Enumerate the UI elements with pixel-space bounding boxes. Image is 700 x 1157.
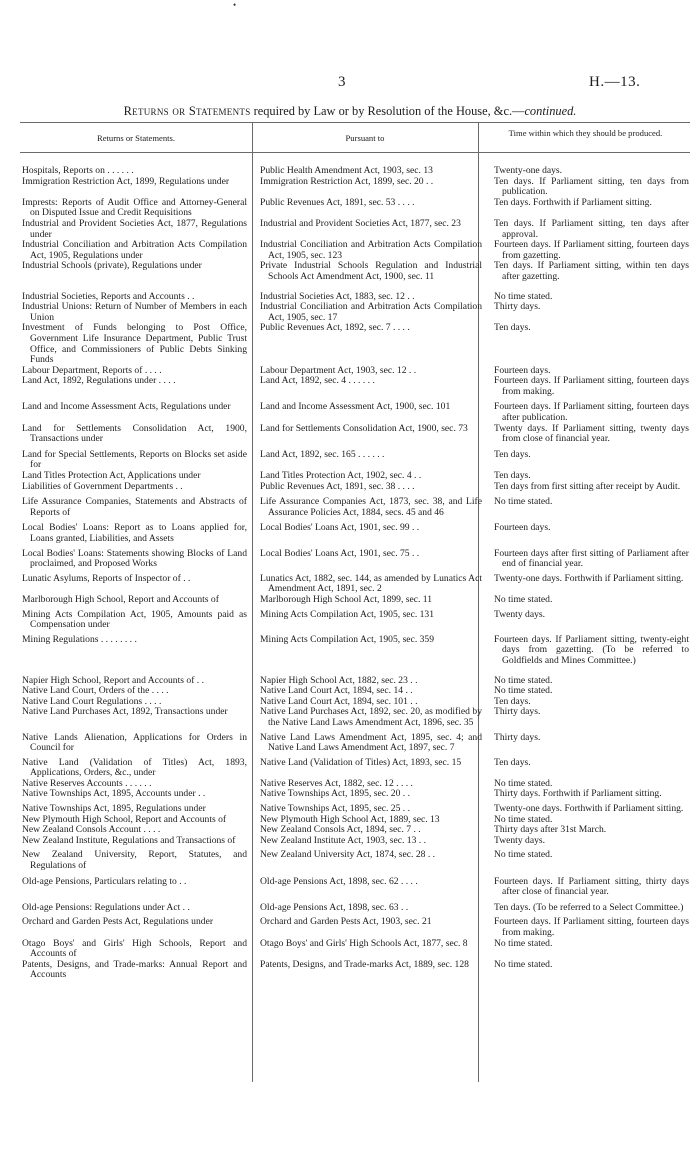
table-row: [20, 939, 690, 960]
return-cell-text: Industrial and Provident Societies Act, 1877, Regulations under: [22, 217, 247, 240]
return-cell-text: Industrial Conciliation and Arbitration Acts Compilation Act, 1905, Regulations under: [22, 239, 247, 261]
time-cell-text: Thirty days.: [494, 301, 541, 313]
page-heading: [20, 104, 680, 119]
print-speck: •: [233, 0, 237, 10]
pursuant-cell-text: New Zealand University Act, 1874, sec. 28 . .: [260, 849, 436, 861]
time-cell: [486, 572, 690, 595]
time-cell-text: Twenty days.: [494, 834, 546, 846]
table-row: [20, 198, 690, 219]
return-cell-text: Labour Department, Reports of . . . .: [22, 364, 162, 376]
table-row: [20, 900, 690, 915]
pursuant-cell-text: Public Revenues Act, 1891, sec. 38 . . . .: [260, 480, 415, 492]
return-cell-text: New Plymouth High School, Report and Accounts of: [22, 813, 227, 825]
table-row: [20, 608, 690, 633]
pursuant-cell-text: Industrial and Provident Societies Act, 1877, sec. 23: [260, 217, 461, 229]
time-cell-text: Twenty days. If Parliament sitting, twenty days from close of financial year.: [494, 422, 689, 445]
pursuant-cell: [252, 376, 486, 400]
return-cell-text: Life Assurance Companies, Statements and Abstracts of Reports of: [22, 496, 247, 518]
pursuant-cell-text: Land Titles Protection Act, 1902, sec. 4 . .: [260, 470, 422, 482]
return-cell: [20, 756, 252, 779]
table-row: [20, 495, 690, 521]
return-cell-text: New Zealand University, Report, Statutes, and Regulations of: [22, 849, 247, 872]
return-cell-text: New Zealand Consols Account . . . .: [22, 824, 161, 836]
pursuant-cell: [252, 939, 486, 960]
time-cell: [486, 595, 690, 608]
pursuant-cell-text: Labour Department Act, 1903, sec. 12 . .: [260, 364, 417, 376]
pursuant-cell: [252, 900, 486, 915]
pursuant-cell: [252, 836, 486, 849]
pursuant-cell: [252, 287, 486, 302]
time-cell: [486, 900, 690, 915]
return-cell: [20, 707, 252, 730]
pursuant-cell-text: Native Land Court Act, 1894, sec. 101 . .: [260, 695, 418, 707]
time-cell-text: No time stated.: [494, 849, 553, 861]
time-cell: [486, 608, 690, 633]
return-cell: [20, 572, 252, 595]
pursuant-cell: [252, 608, 486, 633]
table-row: [20, 789, 690, 802]
return-cell: [20, 376, 252, 400]
pursuant-cell: [252, 219, 486, 240]
pursuant-cell-text: Native Land Purchases Act, 1892, sec. 20, as modified by the Native Land Laws Amendment Act, 1896, sec. 35: [260, 706, 482, 728]
time-cell-text: Ten days.: [494, 756, 531, 768]
return-cell-text: Land for Settlements Consolidation Act, 1900, Transactions under: [22, 422, 247, 445]
table-row: [20, 261, 690, 287]
page-number: 3: [338, 74, 346, 90]
time-cell: [486, 960, 690, 981]
time-cell-text: Ten days.: [494, 695, 531, 707]
table-row: [20, 447, 690, 471]
return-cell-text: Immigration Restriction Act, 1899, Regulations under: [22, 175, 230, 187]
return-cell: [20, 900, 252, 915]
pursuant-cell: [252, 756, 486, 779]
pursuant-cell-text: Native Land Court Act, 1894, sec. 14 . .: [260, 685, 413, 697]
pursuant-cell-text: Native Land (Validation of Titles) Act, 1893, sec. 15: [260, 756, 462, 768]
table-row: [20, 731, 690, 756]
time-cell-text: No time stated.: [494, 685, 553, 697]
time-cell: [486, 302, 690, 323]
pursuant-cell-text: Old-age Pensions Act, 1898, sec. 62 . . . .: [260, 875, 418, 887]
time-cell-text: Ten days. If Parliament sitting, within ten days after gazetting.: [494, 260, 689, 282]
time-cell-text: Fourteen days.: [494, 364, 551, 376]
time-cell: [486, 376, 690, 400]
return-cell-text: Native Reserves Accounts . . . . . .: [22, 777, 152, 789]
time-cell: [486, 240, 690, 261]
header-top-rule: [20, 122, 690, 123]
table-row: [20, 547, 690, 572]
return-cell-text: New Zealand Institute, Regulations and Transactions of: [22, 834, 236, 846]
pursuant-cell-text: Industrial Societies Act, 1883, sec. 12 . .: [260, 290, 415, 302]
time-cell: [486, 731, 690, 756]
time-cell-text: Ten days. If Parliament sitting, ten days after approval.: [494, 217, 689, 240]
table-row: [20, 424, 690, 448]
pursuant-cell-text: Public Revenues Act, 1891, sec. 53 . . . .: [260, 196, 415, 208]
pursuant-cell: [252, 572, 486, 595]
pursuant-cell-text: Patents, Designs, and Trade-marks Act, 1889, sec. 128: [260, 958, 469, 970]
pursuant-cell: [252, 495, 486, 521]
time-cell: [486, 789, 690, 802]
table-row: [20, 756, 690, 779]
table-row: [20, 240, 690, 261]
return-cell: [20, 608, 252, 633]
time-cell-text: Ten days.: [494, 322, 531, 334]
time-cell-text: Ten days from first sitting after receipt by Audit.: [494, 480, 681, 492]
time-cell: [486, 424, 690, 448]
return-cell: [20, 219, 252, 240]
pursuant-cell-text: Land for Settlements Consolidation Act, 1900, sec. 73: [260, 422, 468, 434]
return-cell-text: Native Land Purchases Act, 1892, Transactions under: [22, 706, 228, 718]
pursuant-cell-text: Public Revenues Act, 1892, sec. 7 . . . .: [260, 322, 410, 334]
pursuant-cell: [252, 323, 486, 365]
time-cell-text: Fourteen days. If Parliament sitting, fourteen days after publication.: [494, 401, 689, 424]
time-cell-text: Ten days. If Parliament sitting, ten days from publication.: [494, 175, 689, 198]
return-cell-text: Patents, Designs, and Trade-marks: Annual Report and Accounts: [22, 958, 247, 981]
pursuant-cell: [252, 731, 486, 756]
return-cell-text: Napier High School, Report and Accounts of . .: [22, 674, 204, 686]
pursuant-cell: [252, 802, 486, 815]
time-cell-text: Ten days. (To be referred to a Select Committee.): [494, 901, 684, 913]
return-cell: [20, 633, 252, 671]
time-cell-text: Fourteen days. If Parliament sitting, fourteen days from gazetting.: [494, 239, 689, 261]
time-cell-text: Fourteen days.: [494, 522, 551, 534]
time-cell: [486, 198, 690, 219]
table-row: [20, 633, 690, 671]
pursuant-cell: [252, 400, 486, 424]
table-row: [20, 848, 690, 874]
return-cell: [20, 848, 252, 874]
return-cell-text: Marlborough High School, Report and Accounts of: [22, 593, 219, 605]
pursuant-cell: [252, 874, 486, 900]
return-cell: [20, 671, 252, 686]
return-cell: [20, 424, 252, 448]
time-cell-text: Twenty-one days. Forthwith if Parliament sitting.: [494, 572, 684, 584]
time-cell-text: Thirty days.: [494, 706, 541, 718]
return-cell: [20, 521, 252, 547]
pursuant-cell-text: Native Reserves Act, 1882, sec. 12 . . . .: [260, 777, 413, 789]
time-cell: [486, 547, 690, 572]
return-cell-text: Land and Income Assessment Acts, Regulations under: [22, 401, 231, 413]
pursuant-cell-text: Land and Income Assessment Act, 1900, sec. 101: [260, 401, 451, 413]
return-cell-text: Mining Acts Compilation Act, 1905, Amounts paid as Compensation under: [22, 608, 247, 631]
pursuant-cell-text: Lunatics Act, 1882, sec. 144, as amended by Lunatics Act Amendment Act, 1891, sec. 2: [260, 572, 482, 595]
time-cell: [486, 802, 690, 815]
heading-small-caps: Returns or Statements: [123, 104, 251, 118]
pursuant-cell: [252, 671, 486, 686]
pursuant-cell: [252, 915, 486, 938]
time-cell-text: Ten days.: [494, 470, 531, 482]
table-row: [20, 836, 690, 849]
pursuant-cell: [252, 789, 486, 802]
time-cell: [486, 400, 690, 424]
table-row: [20, 400, 690, 424]
time-cell-text: Fourteen days. If Parliament sitting, fourteen days from making.: [494, 375, 689, 397]
return-cell-text: Native Townships Act, 1895, Accounts under . .: [22, 788, 206, 800]
time-cell: [486, 939, 690, 960]
return-cell: [20, 495, 252, 521]
time-cell: [486, 495, 690, 521]
time-cell-text: No time stated.: [494, 593, 553, 605]
time-cell-text: No time stated.: [494, 937, 553, 949]
time-cell-text: No time stated.: [494, 813, 553, 825]
pursuant-cell: [252, 482, 486, 495]
time-cell: [486, 219, 690, 240]
pursuant-cell-text: Native Townships Act, 1895, sec. 20 . .: [260, 788, 410, 800]
column-header-time: Time within which they should be produced.: [508, 128, 663, 138]
pursuant-cell: [252, 960, 486, 981]
pursuant-cell-text: Life Assurance Companies Act, 1873, sec. 38, and Life Assurance Policies Act, 1884, secs. 45 and 46: [260, 496, 482, 518]
return-cell-text: Native Townships Act, 1895, Regulations under: [22, 803, 206, 815]
time-cell-text: Fourteen days. If Parliament sitting, fourteen days from making.: [494, 916, 689, 938]
pursuant-cell-text: Native Townships Act, 1895, sec. 25 . .: [260, 803, 410, 815]
return-cell: [20, 323, 252, 365]
return-cell-text: Liabilities of Government Departments . .: [22, 480, 183, 492]
table-row: [20, 671, 690, 686]
return-cell: [20, 939, 252, 960]
return-cell-text: Native Land (Validation of Titles) Act, 1893, Applications, Orders, &c., under: [22, 756, 247, 779]
return-cell-text: Local Bodies' Loans: Report as to Loans applied for, Loans granted, Liabilities, and Assets: [22, 522, 247, 544]
time-cell-text: Thirty days.: [494, 731, 541, 743]
time-cell: [486, 287, 690, 302]
return-cell: [20, 302, 252, 323]
pursuant-cell-text: New Zealand Consols Act, 1894, sec. 7 . .: [260, 824, 421, 836]
table-row: [20, 287, 690, 302]
document-reference: H.—13.: [589, 74, 641, 90]
return-cell-text: Lunatic Asylums, Reports of Inspector of . .: [22, 572, 191, 584]
pursuant-cell-text: Public Health Amendment Act, 1903, sec. 13: [260, 165, 433, 176]
table-row: [20, 915, 690, 938]
table-row: [20, 521, 690, 547]
pursuant-cell: [252, 547, 486, 572]
time-cell-text: Ten days. Forthwith if Parliament sitting.: [494, 196, 652, 208]
time-cell-text: Twenty-one days.: [494, 165, 563, 176]
return-cell: [20, 874, 252, 900]
table-row: [20, 802, 690, 815]
time-cell: [486, 166, 690, 177]
return-cell-text: Old-age Pensions, Particulars relating to . .: [22, 875, 187, 887]
time-cell-text: Fourteen days. If Parliament sitting, twenty-eight days from gazetting. (To be referred to Goldfields and Mines Committee.): [494, 633, 689, 666]
table-row: [20, 960, 690, 981]
return-cell-text: Investment of Funds belonging to Post Office, Government Life Insurance Department, Public Trust Office, and Commissioners of Public Debts Sinking Funds: [22, 322, 247, 366]
pursuant-cell-text: Marlborough High School Act, 1899, sec. 11: [260, 593, 433, 605]
pursuant-cell: [252, 848, 486, 874]
header-bottom-rule: [20, 152, 690, 153]
return-cell-text: Imprests: Reports of Audit Office and Attorney-General on Disputed Issue and Credit Requisitions: [22, 196, 247, 219]
heading-rest: required by Law or by Resolution of the House, &c.—: [250, 104, 525, 118]
time-cell: [486, 836, 690, 849]
pursuant-cell: [252, 447, 486, 471]
pursuant-cell-text: Local Bodies' Loans Act, 1901, sec. 75 . .: [260, 547, 420, 559]
time-cell-text: Twenty days.: [494, 608, 546, 620]
heading-continued: continued.: [524, 104, 577, 118]
pursuant-cell-text: New Plymouth High School Act, 1889, sec. 13: [260, 813, 440, 825]
pursuant-cell-text: Land Act, 1892, sec. 165 . . . . . .: [260, 448, 385, 460]
pursuant-cell-text: Immigration Restriction Act, 1899, sec. 20 . .: [260, 175, 434, 187]
time-cell-text: No time stated.: [494, 958, 553, 970]
pursuant-cell: [252, 707, 486, 730]
time-cell-text: Fourteen days. If Parliament sitting, thirty days after close of financial year.: [494, 875, 689, 898]
return-cell-text: Industrial Unions: Return of Number of Members in each Union: [22, 301, 247, 323]
return-cell-text: Industrial Schools (private), Regulations under: [22, 260, 202, 272]
table-row: [20, 166, 690, 177]
return-cell-text: Land Act, 1892, Regulations under . . . .: [22, 375, 176, 387]
pursuant-cell-text: Native Land Laws Amendment Act, 1895, sec. 4; and Native Land Laws Amendment Act, 1897, sec. 7: [260, 731, 482, 754]
return-cell: [20, 177, 252, 198]
time-cell-text: No time stated.: [494, 674, 553, 686]
table-row: [20, 302, 690, 323]
pursuant-cell: [252, 595, 486, 608]
table-row: [20, 177, 690, 198]
return-cell: [20, 802, 252, 815]
return-cell: [20, 198, 252, 219]
time-cell: [486, 482, 690, 495]
time-cell: [486, 874, 690, 900]
return-cell-text: Hospitals, Reports on . . . . . .: [22, 165, 134, 176]
pursuant-cell-text: Otago Boys' and Girls' High Schools Act, 1877, sec. 8: [260, 937, 468, 949]
pursuant-cell: [252, 177, 486, 198]
pursuant-cell-text: Old-age Pensions Act, 1898, sec. 63 . .: [260, 901, 409, 913]
pursuant-cell: [252, 424, 486, 448]
pursuant-cell-text: New Zealand Institute Act, 1903, sec. 13 . .: [260, 834, 426, 846]
return-cell-text: Otago Boys' and Girls' High Schools, Report and Accounts of: [22, 937, 247, 960]
return-cell: [20, 166, 252, 177]
pursuant-cell-text: Industrial Conciliation and Arbitration Acts Compilation Act, 1905, sec. 17: [260, 301, 482, 323]
pursuant-cell: [252, 633, 486, 671]
time-cell: [486, 915, 690, 938]
table-row: [20, 707, 690, 730]
time-cell-text: Thirty days after 31st March.: [494, 824, 607, 836]
returns-table-body: [20, 166, 690, 981]
return-cell: [20, 547, 252, 572]
pursuant-cell-text: Local Bodies' Loans Act, 1901, sec. 99 . .: [260, 522, 420, 534]
return-cell-text: Native Land Court, Orders of the . . . .: [22, 685, 169, 697]
return-cell-text: Local Bodies' Loans: Statements showing Blocks of Land proclaimed, and Proposed Works: [22, 547, 247, 570]
time-cell: [486, 756, 690, 779]
pursuant-cell: [252, 521, 486, 547]
return-cell: [20, 731, 252, 756]
pursuant-cell: [252, 261, 486, 287]
time-cell-text: Fourteen days after first sitting of Parliament after end of financial year.: [494, 547, 689, 570]
table-row: [20, 323, 690, 365]
pursuant-cell: [252, 166, 486, 177]
returns-table: [20, 166, 690, 981]
pursuant-cell-text: Private Industrial Schools Regulation and Industrial Schools Act Amendment Act, 1900, sec. 11: [260, 260, 482, 282]
pursuant-cell-text: Napier High School Act, 1882, sec. 23 . .: [260, 674, 418, 686]
table-row: [20, 874, 690, 900]
pursuant-cell: [252, 198, 486, 219]
pursuant-cell-text: Orchard and Garden Pests Act, 1903, sec. 21: [260, 916, 432, 928]
return-cell-text: Industrial Societies, Reports and Accounts . .: [22, 290, 195, 302]
time-cell: [486, 671, 690, 686]
return-cell: [20, 240, 252, 261]
return-cell: [20, 836, 252, 849]
return-cell-text: Mining Regulations . . . . . . . .: [22, 633, 137, 645]
pursuant-cell: [252, 240, 486, 261]
return-cell-text: Orchard and Garden Pests Act, Regulations under: [22, 916, 214, 928]
time-cell-text: Twenty-one days. Forthwith if Parliament sitting.: [494, 803, 684, 815]
pursuant-cell: [252, 302, 486, 323]
time-cell-text: Thirty days. Forthwith if Parliament sitting.: [494, 788, 662, 800]
time-cell: [486, 848, 690, 874]
time-cell-text: Ten days.: [494, 448, 531, 460]
column-header-returns: Returns or Statements.: [96, 133, 176, 143]
pursuant-cell-text: Mining Acts Compilation Act, 1905, sec. 359: [260, 633, 435, 645]
table-row: [20, 595, 690, 608]
return-cell: [20, 287, 252, 302]
return-cell: [20, 789, 252, 802]
table-row: [20, 482, 690, 495]
time-cell: [486, 323, 690, 365]
return-cell-text: Land Titles Protection Act, Applications under: [22, 470, 201, 482]
time-cell-text: No time stated.: [494, 496, 553, 508]
time-cell: [486, 261, 690, 287]
return-cell: [20, 960, 252, 981]
time-cell: [486, 707, 690, 730]
table-row: [20, 572, 690, 595]
time-cell: [486, 177, 690, 198]
return-cell: [20, 595, 252, 608]
return-cell: [20, 915, 252, 938]
pursuant-cell-text: Mining Acts Compilation Act, 1905, sec. 131: [260, 608, 435, 620]
return-cell: [20, 400, 252, 424]
return-cell: [20, 447, 252, 471]
column-header-pursuant: Pursuant to: [345, 133, 385, 143]
table-row: [20, 219, 690, 240]
return-cell-text: Native Land Court Regulations . . . .: [22, 695, 162, 707]
return-cell: [20, 261, 252, 287]
return-cell-text: Land for Special Settlements, Reports on Blocks set aside for: [22, 448, 247, 471]
time-cell: [486, 633, 690, 671]
return-cell: [20, 482, 252, 495]
time-cell: [486, 521, 690, 547]
return-cell-text: Old-age Pensions: Regulations under Act . .: [22, 901, 190, 913]
time-cell: [486, 447, 690, 471]
pursuant-cell-text: Land Act, 1892, sec. 4 . . . . . .: [260, 375, 375, 387]
table-row: [20, 376, 690, 400]
pursuant-cell-text: Industrial Conciliation and Arbitration Acts Compilation Act, 1905, sec. 123: [260, 239, 482, 261]
time-cell-text: No time stated.: [494, 290, 553, 302]
return-cell-text: Native Lands Alienation, Applications for Orders in Council for: [22, 731, 247, 754]
time-cell-text: No time stated.: [494, 777, 553, 789]
